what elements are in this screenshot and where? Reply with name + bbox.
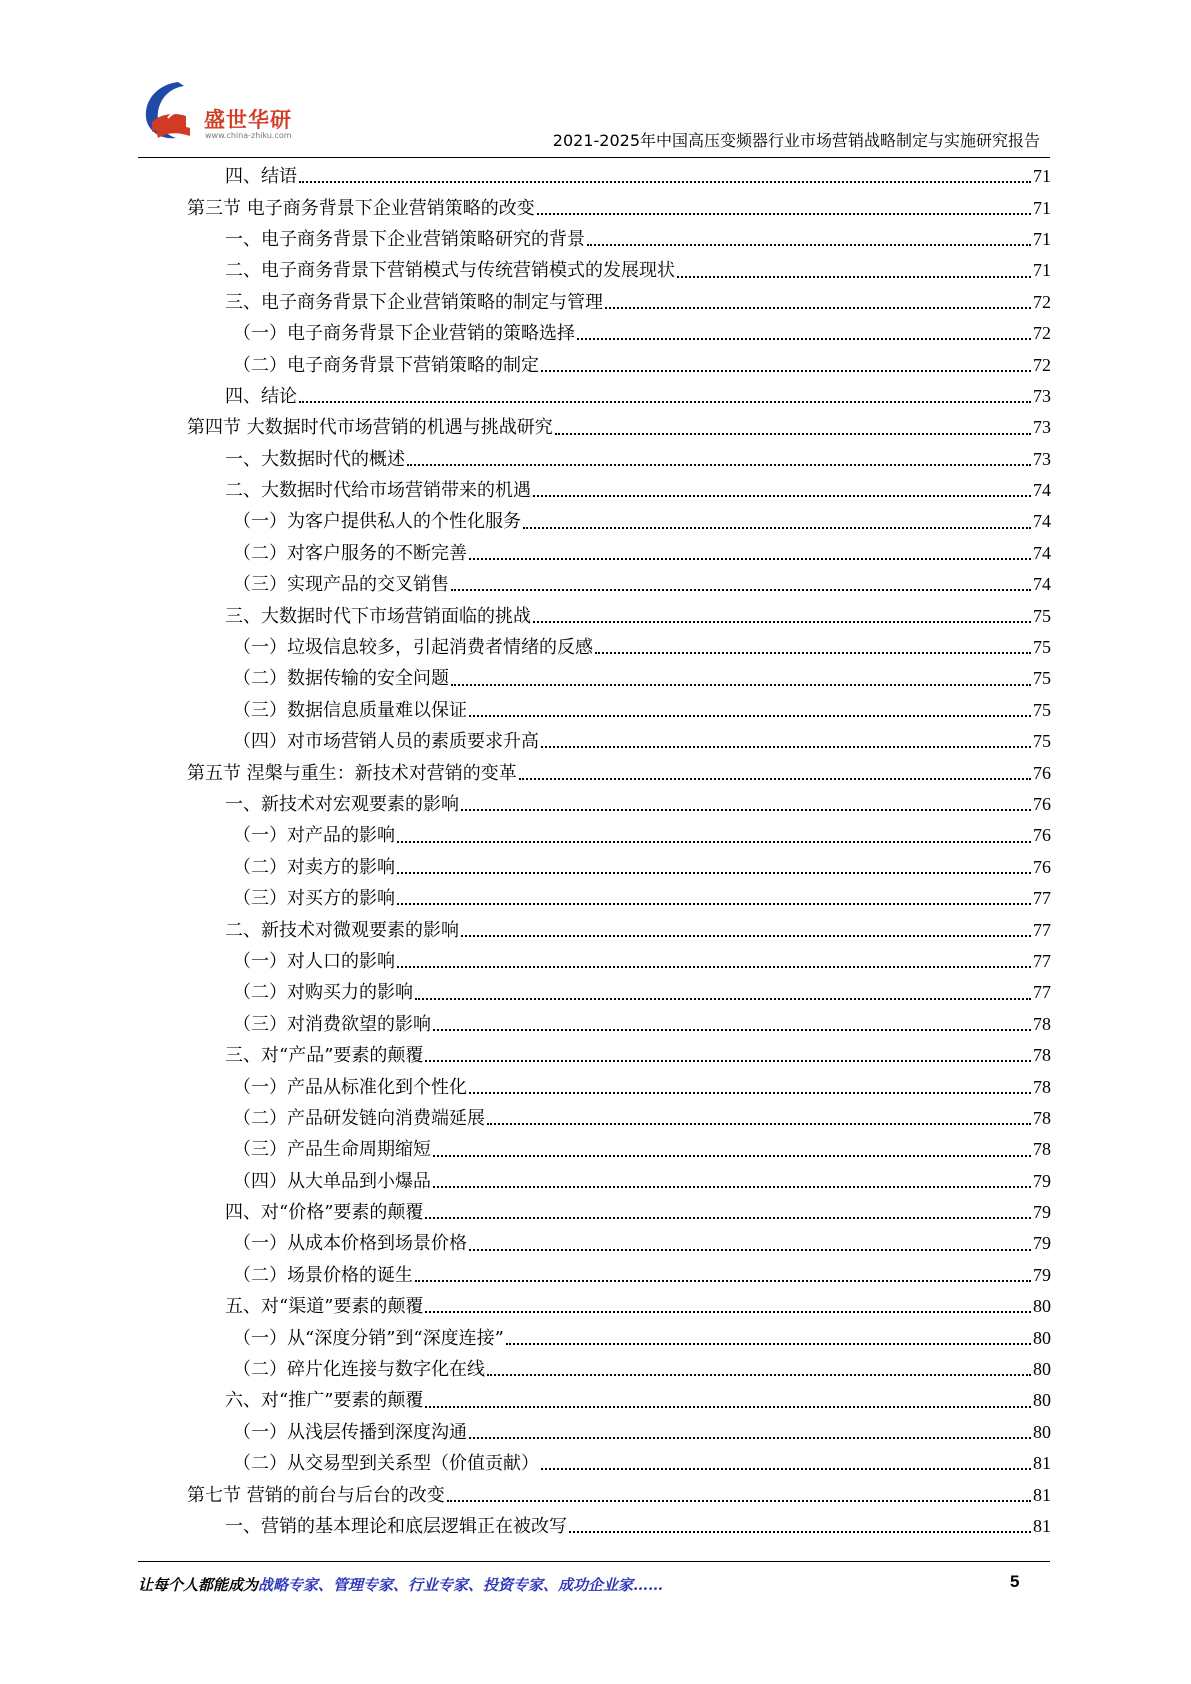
toc-entry-title: 三、大数据时代下市场营销面临的挑战	[225, 605, 531, 627]
toc-entry-page: 73	[1033, 417, 1051, 438]
toc-entry-title: （二）电子商务背景下营销策略的制定	[233, 354, 539, 376]
toc-entry-title: （二）产品研发链向消费端延展	[233, 1107, 485, 1129]
table-of-contents	[180, 161, 1051, 1542]
toc-dot-leader	[541, 370, 1031, 372]
toc-dot-leader	[415, 998, 1031, 1000]
toc-dot-leader	[447, 1500, 1031, 1502]
toc-entry-title: （二）碎片化连接与数字化在线	[233, 1359, 485, 1381]
toc-dot-leader	[555, 433, 1031, 435]
toc-dot-leader	[451, 589, 1031, 591]
toc-entry-page: 80	[1033, 1296, 1051, 1317]
toc-entry[interactable]	[180, 883, 1051, 914]
toc-entry[interactable]	[180, 1197, 1051, 1228]
toc-dot-leader	[407, 464, 1031, 466]
toc-entry[interactable]	[180, 1071, 1051, 1102]
toc-entry[interactable]	[180, 506, 1051, 537]
toc-entry-page: 78	[1033, 1107, 1051, 1128]
toc-entry-title: 六、对“推广”要素的颠覆	[225, 1390, 424, 1412]
toc-dot-leader	[397, 841, 1031, 843]
toc-entry-title: 二、电子商务背景下营销模式与传统营销模式的发展现状	[225, 260, 675, 282]
footer-divider	[138, 1561, 1050, 1562]
toc-entry[interactable]	[180, 318, 1051, 349]
toc-dot-leader	[677, 276, 1031, 278]
toc-entry-page: 71	[1033, 197, 1051, 218]
toc-entry[interactable]	[180, 663, 1051, 694]
toc-entry-page: 74	[1033, 511, 1051, 532]
toc-dot-leader	[425, 1060, 1031, 1062]
toc-entry-page: 75	[1033, 668, 1051, 689]
toc-entry[interactable]	[180, 946, 1051, 977]
toc-entry[interactable]	[180, 1228, 1051, 1259]
toc-dot-leader	[299, 401, 1031, 403]
toc-entry[interactable]	[180, 695, 1051, 726]
toc-dot-leader	[397, 872, 1031, 874]
toc-entry[interactable]	[180, 1385, 1051, 1416]
toc-entry-title: 二、新技术对微观要素的影响	[225, 919, 459, 941]
toc-entry[interactable]	[180, 1040, 1051, 1071]
toc-dot-leader	[595, 652, 1031, 654]
toc-entry[interactable]	[180, 1354, 1051, 1385]
toc-entry-title: 第四节 大数据时代市场营销的机遇与挑战研究	[187, 417, 553, 439]
toc-entry[interactable]	[180, 412, 1051, 443]
toc-entry[interactable]	[180, 192, 1051, 223]
toc-entry-title: （二）数据传输的安全问题	[233, 668, 449, 690]
toc-dot-leader	[506, 1343, 1031, 1345]
toc-dot-leader	[469, 1092, 1031, 1094]
toc-entry-page: 78	[1033, 1045, 1051, 1066]
footer-slogan-highlight: 战略专家、管理专家、行业专家、投资专家、成功企业家……	[258, 1576, 664, 1594]
toc-dot-leader	[519, 778, 1031, 780]
toc-entry-title: （一）产品从标准化到个性化	[233, 1076, 467, 1098]
toc-entry[interactable]	[180, 1260, 1051, 1291]
toc-dot-leader	[469, 1437, 1031, 1439]
toc-entry-title: （四）从大单品到小爆品	[233, 1170, 431, 1192]
toc-entry-page: 71	[1033, 260, 1051, 281]
toc-entry-page: 79	[1033, 1264, 1051, 1285]
logo-text: 盛世华研	[204, 108, 292, 132]
toc-entry[interactable]	[180, 381, 1051, 412]
toc-entry-title: 一、大数据时代的概述	[225, 448, 405, 470]
toc-entry-page: 72	[1033, 354, 1051, 375]
toc-entry-page: 71	[1033, 166, 1051, 187]
toc-entry-page: 74	[1033, 480, 1051, 501]
toc-entry-page: 77	[1033, 950, 1051, 971]
toc-entry-title: （一）为客户提供私人的个性化服务	[233, 511, 521, 533]
toc-dot-leader	[487, 1123, 1031, 1125]
toc-entry-page: 73	[1033, 448, 1051, 469]
logo-url: www.china-zhiku.com	[205, 131, 292, 140]
toc-entry-title: （一）从成本价格到场景价格	[233, 1233, 467, 1255]
toc-entry-page: 75	[1033, 605, 1051, 626]
toc-entry[interactable]	[180, 1322, 1051, 1353]
toc-entry-page: 81	[1033, 1453, 1051, 1474]
toc-entry-page: 75	[1033, 637, 1051, 658]
footer-slogan	[138, 1574, 663, 1595]
toc-entry-page: 76	[1033, 794, 1051, 814]
logo-swoosh-icon	[138, 78, 208, 146]
toc-entry[interactable]	[180, 1479, 1051, 1510]
toc-entry[interactable]	[180, 475, 1051, 506]
toc-entry-page: 79	[1033, 1170, 1051, 1191]
toc-dot-leader	[541, 746, 1031, 748]
toc-entry[interactable]	[180, 852, 1051, 883]
toc-dot-leader	[425, 1217, 1031, 1219]
toc-entry-title: （三）数据信息质量难以保证	[233, 699, 467, 721]
toc-entry[interactable]	[180, 789, 1051, 820]
toc-entry-page: 78	[1033, 1139, 1051, 1160]
toc-entry[interactable]	[180, 161, 1051, 192]
page-header	[138, 78, 1050, 156]
toc-entry-title: 一、电子商务背景下企业营销策略研究的背景	[225, 228, 585, 250]
toc-entry-page: 72	[1033, 291, 1051, 312]
toc-dot-leader	[425, 1406, 1031, 1408]
toc-entry-title: （一）对人口的影响	[233, 950, 395, 972]
toc-entry-title: 四、结论	[225, 385, 297, 407]
toc-entry-page: 81	[1033, 1515, 1051, 1536]
toc-entry-page: 72	[1033, 323, 1051, 344]
toc-dot-leader	[433, 1155, 1031, 1157]
toc-dot-leader	[451, 684, 1031, 686]
toc-dot-leader	[487, 1374, 1031, 1376]
toc-entry-title: 三、电子商务背景下企业营销策略的制定与管理	[225, 291, 603, 313]
toc-dot-leader	[523, 527, 1031, 529]
toc-entry-title: 三、对“产品”要素的颠覆	[225, 1045, 424, 1067]
toc-entry-page: 78	[1033, 1013, 1051, 1034]
toc-entry-page: 76	[1033, 825, 1051, 846]
toc-entry-title: 四、对“价格”要素的颠覆	[225, 1202, 424, 1224]
toc-entry-title: 第五节 涅槃与重生：新技术对营销的变革	[187, 762, 517, 784]
toc-entry-page: 81	[1033, 1484, 1051, 1505]
toc-entry-title: 四、结语	[225, 166, 297, 188]
toc-dot-leader	[299, 181, 1031, 183]
toc-entry-page: 77	[1033, 919, 1051, 940]
toc-dot-leader	[433, 1186, 1031, 1188]
toc-entry-title: （二）对购买力的影响	[233, 982, 413, 1004]
toc-dot-leader	[469, 1249, 1031, 1251]
toc-entry[interactable]	[180, 349, 1051, 380]
toc-dot-leader	[397, 903, 1031, 905]
toc-entry-page: 80	[1033, 1359, 1051, 1380]
toc-entry-title: （二）场景价格的诞生	[233, 1264, 413, 1286]
toc-entry[interactable]	[180, 914, 1051, 945]
toc-dot-leader	[433, 1029, 1031, 1031]
toc-entry-title: （一）从“深度分销”到“深度连接”	[233, 1327, 504, 1349]
toc-entry-title: （三）产品生命周期缩短	[233, 1139, 431, 1161]
toc-entry-title: （二）对卖方的影响	[233, 856, 395, 878]
toc-entry-title: （一）垃圾信息较多，引起消费者情绪的反感	[233, 637, 593, 659]
toc-entry[interactable]	[180, 1417, 1051, 1448]
toc-entry-title: （二）对客户服务的不断完善	[233, 542, 467, 564]
toc-entry-page: 79	[1033, 1202, 1051, 1223]
toc-entry[interactable]	[180, 1009, 1051, 1040]
toc-entry-page: 71	[1033, 228, 1051, 249]
toc-dot-leader	[397, 966, 1031, 968]
toc-entry-title: （二）从交易型到关系型（价值贡献）	[233, 1453, 539, 1475]
toc-entry-page: 78	[1033, 1076, 1051, 1097]
toc-entry-title: （三）对消费欲望的影响	[233, 1013, 431, 1035]
toc-entry-page: 80	[1033, 1390, 1051, 1411]
toc-entry[interactable]	[180, 538, 1051, 569]
toc-entry[interactable]	[180, 1103, 1051, 1134]
toc-dot-leader	[587, 244, 1031, 246]
toc-entry[interactable]	[180, 1166, 1051, 1197]
toc-entry-title: （一）对产品的影响	[233, 825, 395, 847]
toc-entry[interactable]	[180, 1134, 1051, 1165]
toc-entry-title: （三）实现产品的交叉销售	[233, 574, 449, 596]
toc-entry[interactable]	[180, 569, 1051, 600]
toc-dot-leader	[461, 935, 1031, 937]
toc-entry-title: 二、大数据时代给市场营销带来的机遇	[225, 480, 531, 502]
toc-entry-page: 79	[1033, 1233, 1051, 1254]
toc-dot-leader	[415, 1280, 1031, 1282]
toc-entry-title: （一）电子商务背景下企业营销的策略选择	[233, 323, 575, 345]
toc-dot-leader	[541, 1468, 1031, 1470]
toc-entry[interactable]	[180, 820, 1051, 851]
toc-dot-leader	[533, 495, 1031, 497]
header-divider	[138, 157, 1050, 158]
toc-entry-title: 五、对“渠道”要素的颠覆	[225, 1296, 424, 1318]
toc-entry-title: （三）对买方的影响	[233, 888, 395, 910]
toc-entry[interactable]	[180, 224, 1051, 255]
toc-dot-leader	[605, 307, 1031, 309]
toc-entry-page: 73	[1033, 385, 1051, 406]
toc-entry-page: 76	[1033, 856, 1051, 877]
toc-entry[interactable]	[180, 1291, 1051, 1322]
toc-dot-leader	[461, 809, 1031, 811]
company-logo	[138, 78, 308, 146]
toc-entry-title: 第七节 营销的前台与后台的改变	[187, 1484, 445, 1506]
footer-slogan-prefix: 让每个人都能成为	[138, 1576, 259, 1594]
toc-entry-page: 75	[1033, 731, 1051, 752]
toc-entry-title: 一、营销的基本理论和底层逻辑正在被改写	[225, 1515, 567, 1537]
toc-entry-page: 74	[1033, 542, 1051, 563]
toc-dot-leader	[577, 338, 1031, 340]
toc-dot-leader	[469, 715, 1031, 717]
toc-entry-title: 一、新技术对宏观要素的影响	[225, 794, 459, 815]
toc-entry[interactable]	[180, 444, 1051, 475]
toc-dot-leader	[537, 213, 1031, 215]
toc-entry[interactable]	[180, 287, 1051, 318]
toc-entry[interactable]	[180, 600, 1051, 631]
toc-entry-page: 80	[1033, 1327, 1051, 1348]
page-number: 5	[1010, 1572, 1020, 1591]
toc-dot-leader	[425, 1311, 1031, 1313]
toc-entry-title: 第三节 电子商务背景下企业营销策略的改变	[187, 197, 535, 219]
toc-entry[interactable]	[180, 255, 1051, 286]
toc-entry-title: （一）从浅层传播到深度沟通	[233, 1421, 467, 1443]
toc-entry-page: 80	[1033, 1421, 1051, 1442]
toc-entry-page: 77	[1033, 888, 1051, 909]
toc-entry[interactable]	[180, 977, 1051, 1008]
toc-entry[interactable]	[180, 1448, 1051, 1479]
toc-entry-title: （四）对市场营销人员的素质要求升高	[233, 731, 539, 753]
toc-entry[interactable]	[180, 757, 1051, 788]
toc-entry-page: 77	[1033, 982, 1051, 1003]
toc-entry-page: 74	[1033, 574, 1051, 595]
toc-dot-leader	[533, 621, 1031, 623]
toc-entry[interactable]	[180, 1511, 1051, 1542]
toc-dot-leader	[469, 558, 1031, 560]
report-title: 2021-2025年中国高压变频器行业市场营销战略制定与实施研究报告	[552, 131, 1040, 150]
toc-entry-page: 76	[1033, 762, 1051, 783]
toc-dot-leader	[569, 1531, 1031, 1533]
toc-entry[interactable]	[180, 726, 1051, 757]
toc-entry-page: 75	[1033, 699, 1051, 720]
toc-entry[interactable]	[180, 632, 1051, 663]
